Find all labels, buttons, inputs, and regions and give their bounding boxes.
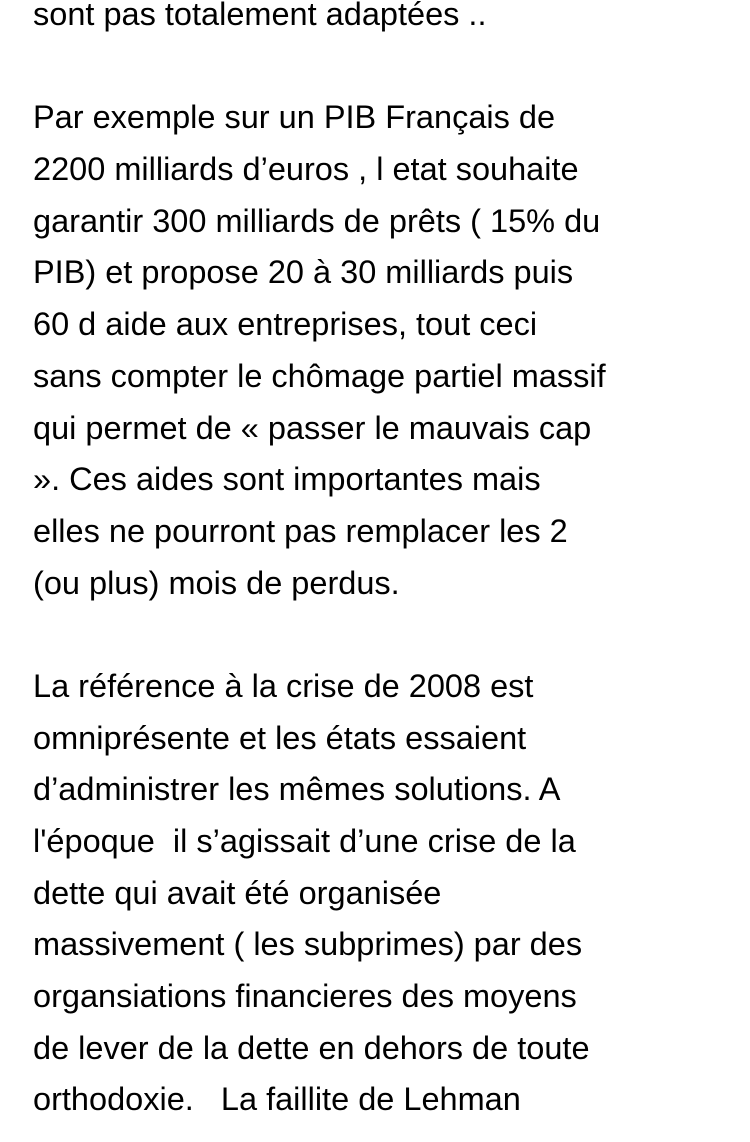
- text-line: Par exemple sur un PIB Français de: [33, 99, 556, 136]
- paragraph-spacer: [33, 41, 743, 93]
- text-line: La référence à la crise de 2008 est: [33, 667, 534, 704]
- text-line: d’administrer les mêmes solutions. A: [33, 771, 561, 808]
- text-line: organsiations financieres des moyens: [33, 978, 577, 1015]
- text-line: garantir 300 milliards de prêts ( 15% du: [33, 202, 601, 239]
- text-line: l'époque il s’agissait d’une crise de la: [33, 823, 576, 859]
- text-line: 2200 milliards d’euros , l etat souhaite: [33, 151, 579, 188]
- text-line: omniprésente et les états essaient: [33, 719, 527, 756]
- text-line: elles ne pourront pas remplacer les 2: [33, 512, 568, 549]
- paragraph-crisis-2008: [33, 661, 743, 1126]
- document-text-view: [33, 0, 743, 1126]
- paragraph-pib-example: [33, 92, 743, 609]
- text-line: ». Ces aides sont importantes mais: [33, 461, 541, 498]
- paragraph-intro-tail: [33, 0, 743, 41]
- text-line: (ou plus) mois de perdus.: [33, 564, 400, 601]
- text-line: massivement ( les subprimes) par des: [33, 926, 583, 963]
- text-line: sont pas totalement adaptées ..: [33, 0, 487, 32]
- text-line: de lever de la dette en dehors de toute: [33, 1029, 590, 1066]
- text-line: sans compter le chômage partiel massif: [33, 357, 606, 394]
- text-line: PIB) et propose 20 à 30 milliards puis: [33, 254, 574, 291]
- text-line: orthodoxie. La faillite de Lehman: [33, 1081, 521, 1118]
- text-line: 60 d aide aux entreprises, tout ceci: [33, 306, 538, 343]
- text-line: dette qui avait été organisée: [33, 874, 442, 911]
- paragraph-spacer: [33, 609, 743, 661]
- text-line: qui permet de « passer le mauvais cap: [33, 409, 592, 446]
